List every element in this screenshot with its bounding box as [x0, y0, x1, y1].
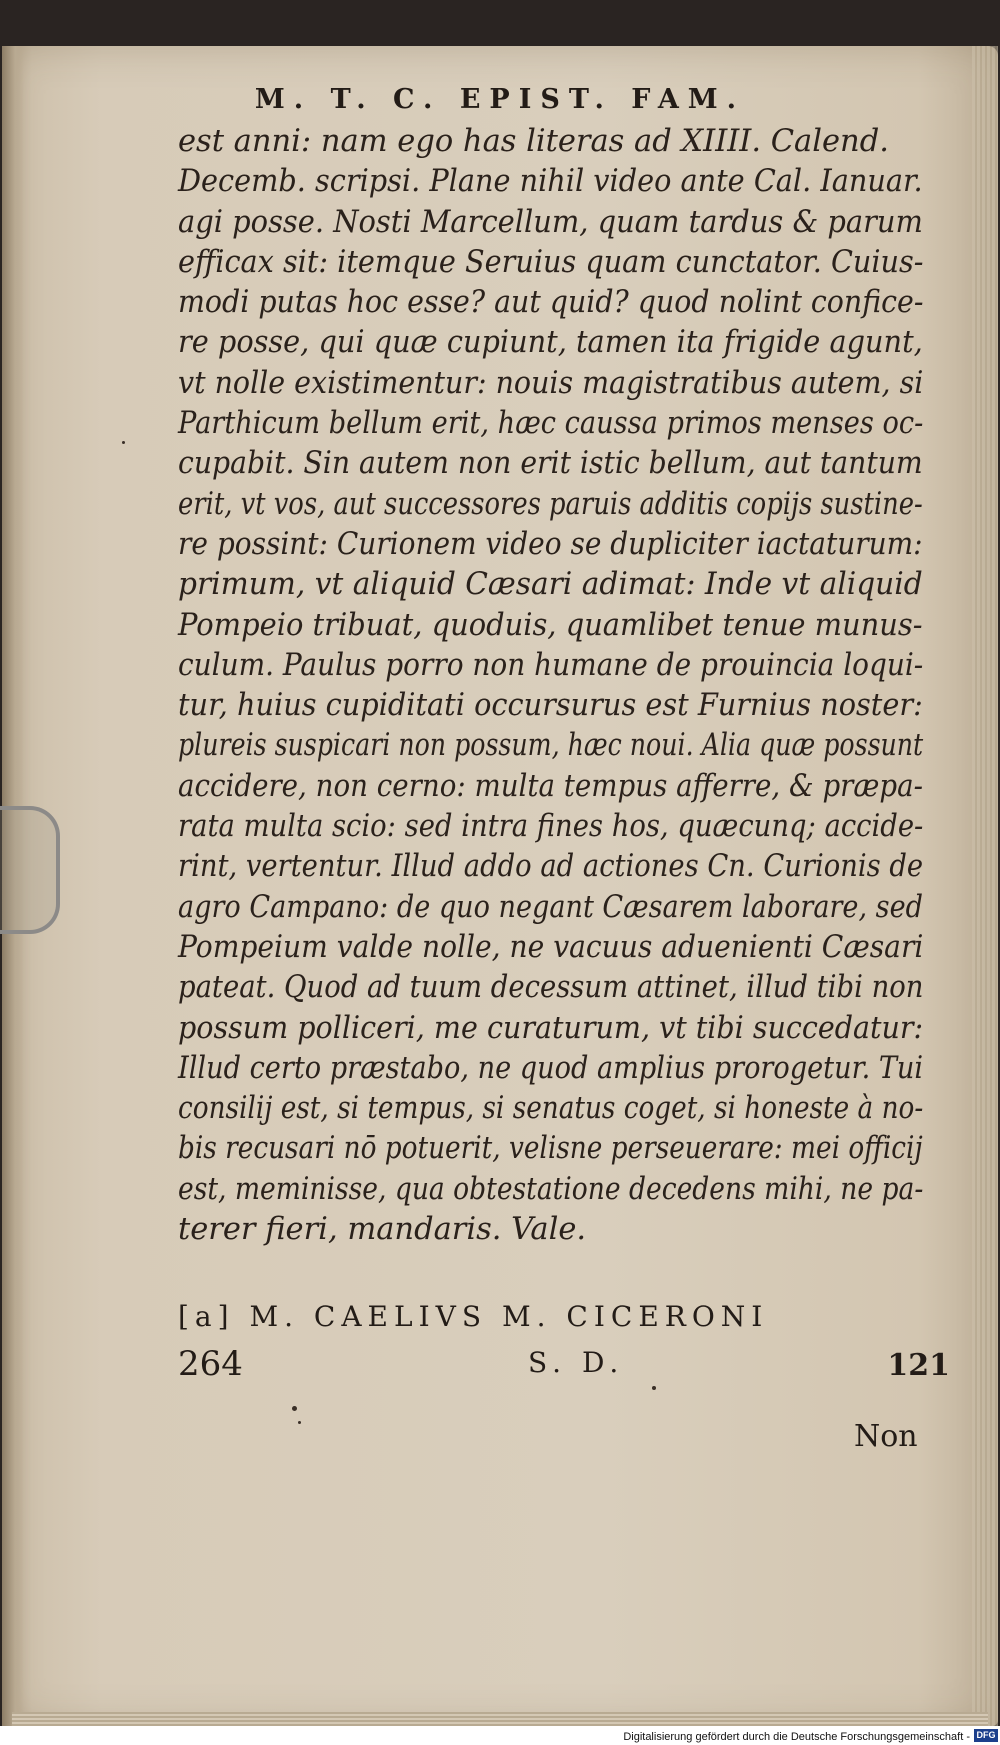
folio-line [178, 1344, 950, 1388]
salutation: S. D. [528, 1346, 625, 1379]
text-line: est anni: nam ego has literas ad XIIII. Calend. [178, 124, 889, 159]
text-line: plureis suspicari non possum, hæc noui. Alia quæ possunt [178, 728, 924, 764]
text-line: terer fieri, mandaris. Vale. [178, 1212, 587, 1248]
book-page [2, 46, 998, 1726]
footer-credit-text: Digitalisierung gefördert durch die Deutsche Forschungsgemeinschaft - [623, 1731, 970, 1743]
page-bottom-edge [12, 1712, 988, 1726]
text-line: rata multa scio: sed intra fines hos, quæcunq; accide- [178, 809, 924, 845]
text-line: Pompeio tribuat, quoduis, quamlibet tenue munus- [178, 607, 923, 643]
text-line: Decemb. scripsi. Plane nihil video ante Cal. Ianuar. [178, 164, 923, 200]
text-line: primum, vt aliquid Cæsari adimat: Inde vt aliquid [178, 567, 923, 603]
running-head: M. T. C. EPIST. FAM. [254, 84, 746, 115]
text-line: re posse, qui quæ cupiunt, tamen ita frigide agunt, [178, 325, 923, 361]
text-line: agi posse. Nosti Marcellum, quam tardus & parum [178, 204, 923, 240]
paper-speck [292, 1406, 297, 1411]
text-line: accidere, non cerno: multa tempus afferre, & præpa- [178, 768, 923, 804]
paper-speck [298, 1421, 301, 1424]
text-line: re possint: Curionem video se dupliciter iactaturum: [178, 526, 923, 562]
text-line: cupabit. Sin autem non erit istic bellum, aut tantum [178, 446, 923, 482]
text-line: Illud certo præstabo, ne quod amplius prorogetur. Tui [178, 1050, 924, 1086]
text-line: Pompeium valde nolle, ne vacuus aduenienti Cæsari [178, 929, 924, 965]
text-line: efficax sit: itemque Seruius quam cunctator. Cuius- [178, 244, 924, 280]
page-fore-edge [972, 46, 998, 1726]
text-line: erit, vt vos, aut successores paruis additis copijs sustine- [178, 486, 923, 522]
paper-speck [122, 441, 125, 444]
text-line: bis recusari nō potuerit, velisne perseuerare: mei officij [178, 1131, 923, 1167]
letter-body-text [178, 122, 923, 1250]
footer-credit-bar [0, 1726, 1000, 1745]
text-line: possum polliceri, me curaturum, vt tibi succedatur: [178, 1010, 924, 1046]
text-line: modi putas hoc esse? aut quid? quod nolint confice- [178, 285, 924, 321]
text-line: agro Campano: de quo negant Cæsarem laborare, sed [178, 889, 923, 925]
page-number-right: 121 [887, 1348, 950, 1383]
text-line: consilij est, si tempus, si senatus coget, si honeste à no- [178, 1091, 924, 1127]
text-line: est, meminisse, qua obtestatione decedens mihi, ne pa- [178, 1171, 924, 1207]
dfg-logo-icon: DFG [974, 1729, 998, 1742]
text-line: pateat. Quod ad tuum decessum attinet, illud tibi non [178, 970, 924, 1006]
binding-ribbon-loop [0, 806, 60, 934]
text-line: vt nolle existimentur: nouis magistratibus autem, si [178, 365, 924, 401]
page-number-left: 264 [178, 1344, 243, 1384]
text-line: Parthicum bellum erit, hæc caussa primos menses oc- [178, 406, 924, 442]
letter-heading: [a] M. CAELIVS M. CICERONI [178, 1300, 769, 1333]
text-line: culum. Paulus porro non humane de prouincia loqui- [178, 647, 924, 683]
text-line: rint, vertentur. Illud addo ad actiones Cn. Curionis de [178, 849, 924, 885]
paper-speck [652, 1386, 656, 1390]
catchword: Non [854, 1419, 918, 1454]
text-line: tur, huius cupiditati occursurus est Furnius noster: [178, 688, 923, 724]
